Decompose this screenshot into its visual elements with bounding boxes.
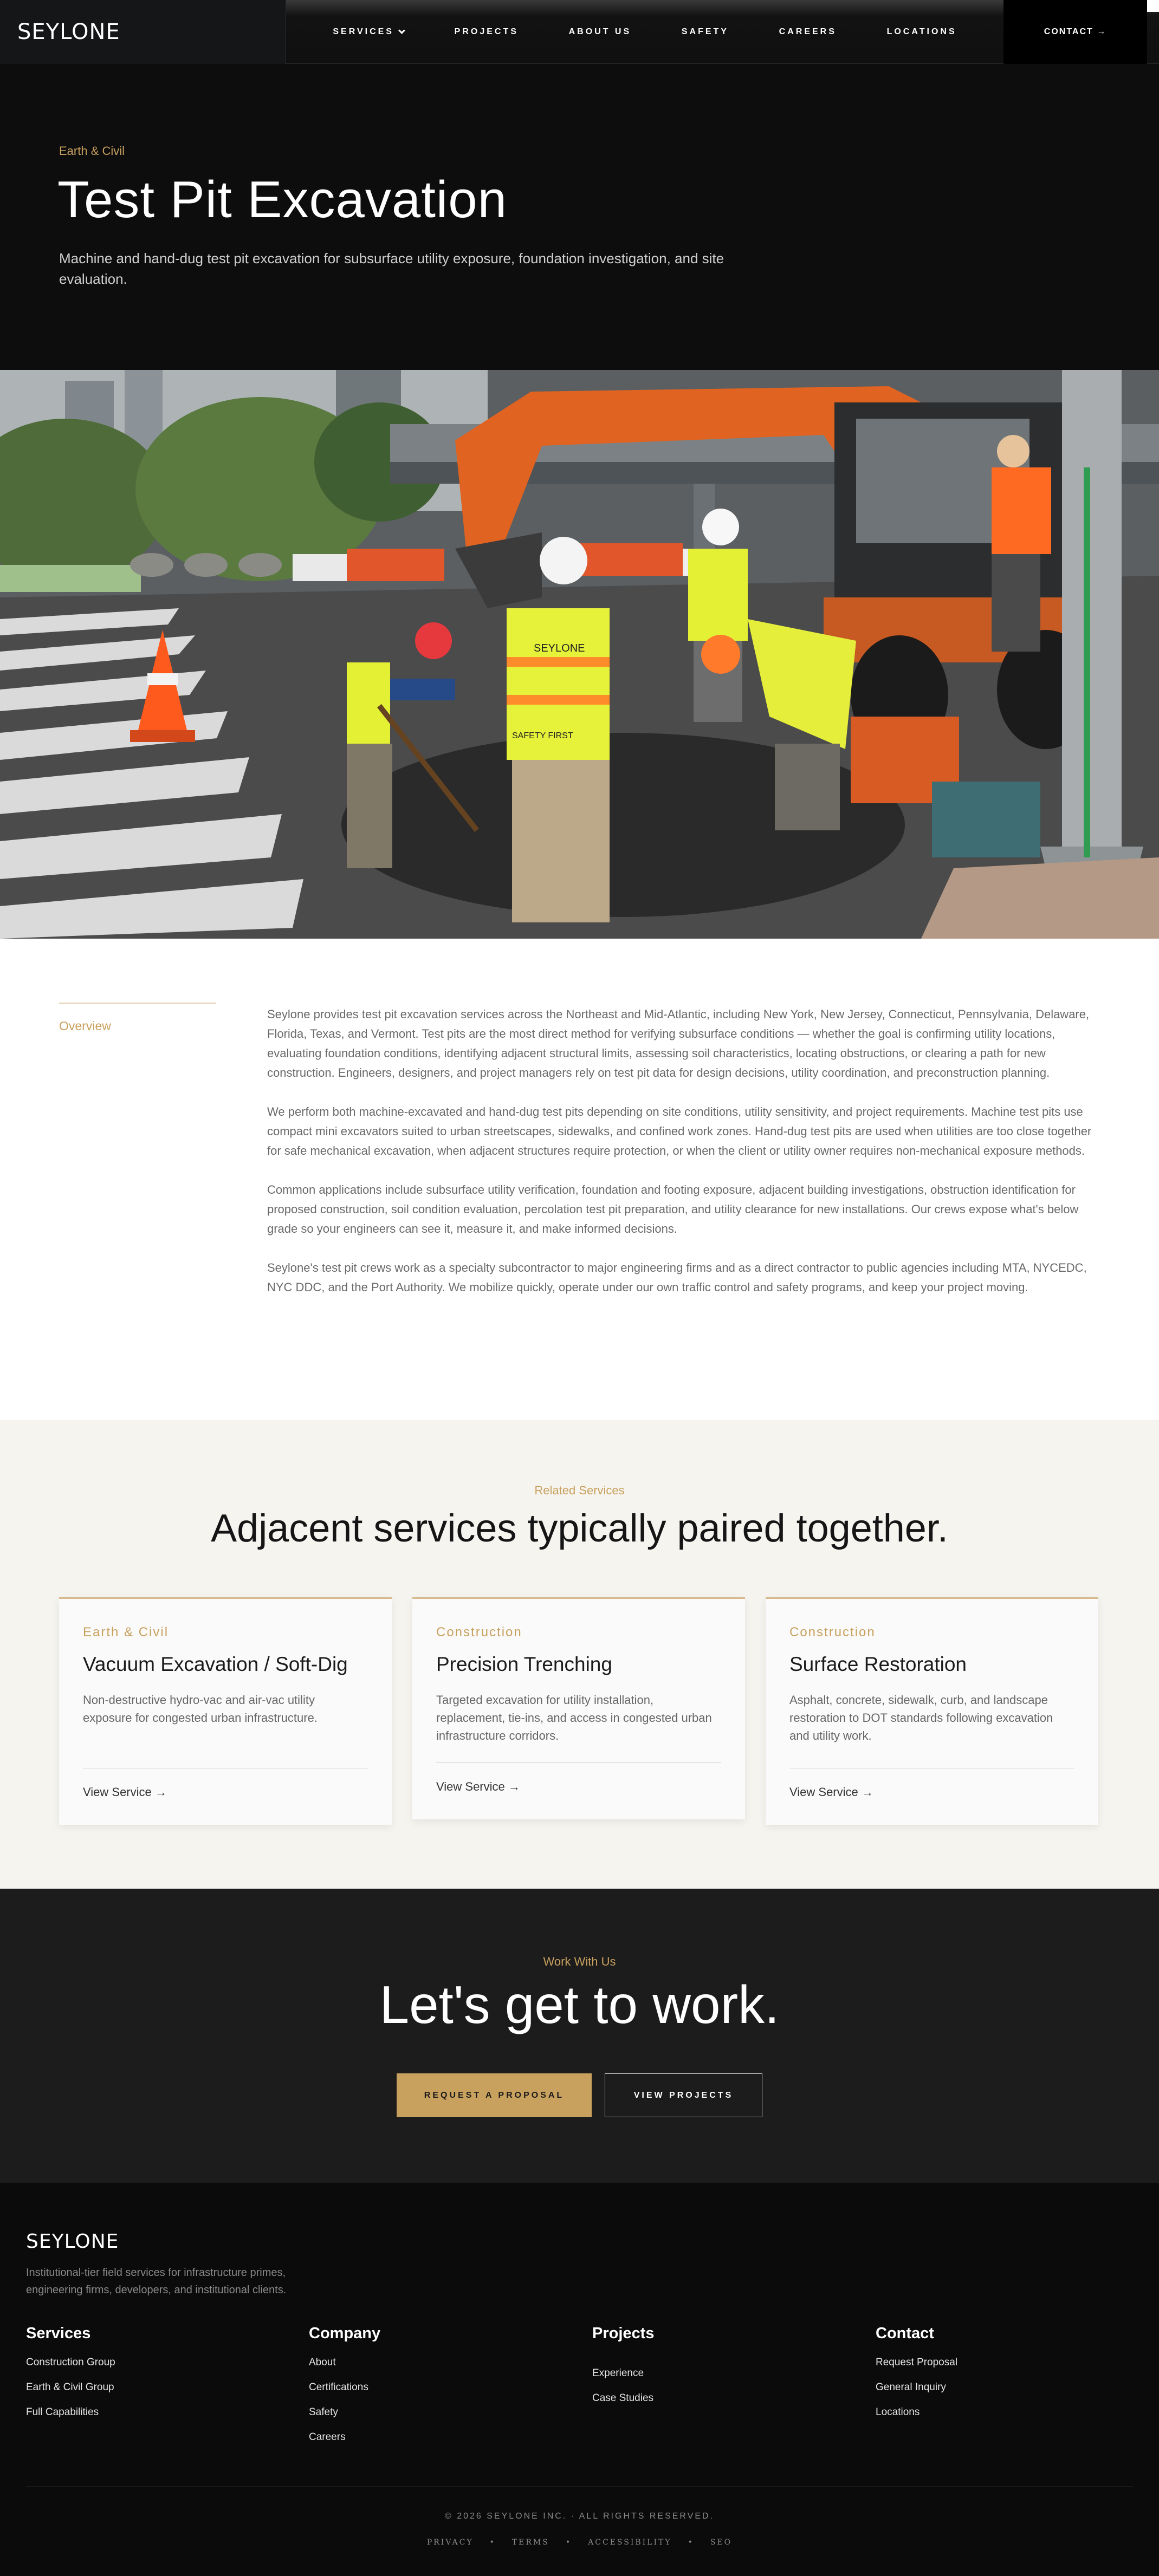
hero-subtitle: Machine and hand-dug test pit excavation for subsurface utility exposure, foundation investigation, and site evaluation. xyxy=(59,250,724,287)
legal-link-privacy[interactable]: PRIVACY xyxy=(426,2538,474,2547)
footer-column-services xyxy=(26,2325,115,2431)
footer-link-safety[interactable]: Safety xyxy=(309,2406,338,2418)
related-services-section xyxy=(0,1420,1159,1889)
footer-column-heading: Contact xyxy=(876,2325,934,2342)
card-description: Targeted excavation for utility installation, replacement, tie-ins, and access in congested urban infrastructure corridors. xyxy=(436,1693,712,1742)
contact-button[interactable]: CONTACT → xyxy=(1003,0,1147,64)
card-title: Vacuum Excavation / Soft-Dig xyxy=(83,1653,348,1675)
shirt-text: SAFETY FIRST xyxy=(512,731,573,740)
nav-item-label: SERVICES xyxy=(333,27,394,36)
footer-divider xyxy=(26,2486,1133,2487)
cta-section xyxy=(0,1889,1159,2183)
legal-link-terms[interactable]: TERMS xyxy=(511,2538,549,2547)
overview-body xyxy=(267,1005,1096,1317)
card-divider xyxy=(436,1762,721,1763)
footer-logo[interactable]: SEYLONE xyxy=(26,2230,119,2253)
request-proposal-button[interactable]: REQUEST A PROPOSAL xyxy=(397,2073,592,2117)
footer-link-about[interactable]: About xyxy=(309,2357,336,2368)
footer-link-experience[interactable]: Experience xyxy=(592,2367,644,2379)
footer-link-locations[interactable]: Locations xyxy=(876,2406,920,2418)
card-category: Construction xyxy=(436,1625,522,1640)
vest-text: SEYLONE xyxy=(534,642,585,654)
overview-paragraph: Common applications include subsurface utility verification, foundation and footing exposure, adjacent building investigations, obstruction identification for proposed construction, soil condition evaluation, percolation test pit preparation, and utility clearance for new installations. Our crews expose what's below grade so your engineers can see it, measure it, and make informed decisions. xyxy=(267,1183,1079,1235)
chevron-down-icon xyxy=(398,27,405,34)
card-description: Asphalt, concrete, sidewalk, curb, and landscape restoration to DOT standards following excavation and utility work. xyxy=(789,1693,1053,1742)
hero-photo xyxy=(0,370,1159,939)
overview-divider xyxy=(59,1003,216,1004)
footer-link-earth-civil-group[interactable]: Earth & Civil Group xyxy=(26,2382,114,2393)
legal-link-accessibility[interactable]: ACCESSIBILITY xyxy=(588,2538,672,2547)
service-card-vacuum-excavation[interactable] xyxy=(59,1597,392,1825)
brand-area xyxy=(0,0,286,64)
footer-link-certifications[interactable]: Certifications xyxy=(309,2382,368,2393)
view-projects-button[interactable]: VIEW PROJECTS xyxy=(605,2073,762,2117)
card-category: Construction xyxy=(789,1625,876,1640)
footer-link-careers[interactable]: Careers xyxy=(309,2431,346,2443)
separator: • xyxy=(489,2538,496,2547)
related-eyebrow: Related Services xyxy=(534,1484,625,1497)
card-title: Surface Restoration xyxy=(789,1653,967,1675)
card-description: Non-destructive hydro-vac and air-vac utility exposure for congested urban infrastructure. xyxy=(83,1693,318,1725)
nav-item-services[interactable] xyxy=(333,27,404,37)
page-title: Test Pit Excavation xyxy=(57,171,508,229)
nav-item-about-us[interactable]: ABOUT US xyxy=(568,27,632,36)
separator: • xyxy=(565,2538,572,2547)
footer-link-general-inquiry[interactable]: General Inquiry xyxy=(876,2382,946,2393)
related-heading: Adjacent services typically paired together. xyxy=(211,1507,948,1550)
nav-item-careers[interactable]: CAREERS xyxy=(779,27,837,36)
footer-link-request-proposal[interactable]: Request Proposal xyxy=(876,2357,958,2368)
card-category: Earth & Civil xyxy=(83,1625,169,1640)
cta-heading: Let's get to work. xyxy=(379,1975,780,2034)
separator: • xyxy=(688,2538,694,2547)
overview-label: Overview xyxy=(59,1019,111,1033)
footer-tagline: Institutional-tier field services for infrastructure primes, engineering firms, developers, and institutional clients. xyxy=(26,2267,287,2296)
footer-column-heading: Services xyxy=(26,2325,91,2342)
hero-section xyxy=(0,64,1159,370)
legal-links xyxy=(0,2538,1159,2547)
footer xyxy=(0,2183,1159,2576)
view-service-link[interactable]: View Service → xyxy=(83,1785,167,1799)
overview-paragraph: Seylone provides test pit excavation services across the Northeast and Mid-Atlantic, including New York, New Jersey, Connecticut, Pennsylvania, Delaware, Florida, Texas, and Vermont. Test pits are the most direct method for verifying subsurface conditions — whether the goal is confirming utility locations, evaluating foundation conditions, identifying adjacent structural limits, assessing soil characteristics, locating obstructions, or clearing a path for new construction. Engineers, designers, and project managers rely on test pit data for design decisions, utility coordination, and preconstruction planning. xyxy=(267,1007,1090,1079)
footer-link-full-capabilities[interactable]: Full Capabilities xyxy=(26,2406,99,2418)
cta-eyebrow: Work With Us xyxy=(543,1955,616,1968)
footer-column-heading: Projects xyxy=(592,2325,655,2342)
footer-column-company xyxy=(309,2325,380,2456)
footer-column-contact xyxy=(876,2325,957,2431)
footer-link-case-studies[interactable]: Case Studies xyxy=(592,2392,654,2404)
overview-section xyxy=(0,939,1159,1420)
top-navigation xyxy=(0,0,1159,64)
view-service-link[interactable]: View Service → xyxy=(789,1785,873,1799)
view-service-link[interactable]: View Service → xyxy=(436,1780,520,1793)
brand-logo[interactable]: SEYLONE xyxy=(17,19,120,44)
hero-eyebrow: Earth & Civil xyxy=(59,144,125,158)
legal-link-seo[interactable]: SEO xyxy=(710,2538,733,2547)
footer-link-construction-group[interactable]: Construction Group xyxy=(26,2357,115,2368)
footer-column-projects xyxy=(592,2325,654,2417)
footer-column-heading: Company xyxy=(309,2325,381,2342)
excavation-crew-image xyxy=(0,370,1159,939)
service-card-surface-restoration[interactable] xyxy=(766,1597,1098,1825)
nav-item-safety[interactable]: SAFETY xyxy=(681,27,729,36)
scroll-marker xyxy=(1147,0,1159,12)
card-title: Precision Trenching xyxy=(436,1653,612,1675)
nav-item-projects[interactable]: PROJECTS xyxy=(454,27,519,36)
nav-item-locations[interactable]: LOCATIONS xyxy=(886,27,957,36)
overview-paragraph: Seylone's test pit crews work as a specialty subcontractor to major engineering firms and as a direct contractor to public agencies including MTA, NYCEDC, NYC DDC, and the Port Authority. We mobilize quickly, operate under our own traffic control and safety programs, and keep your project moving. xyxy=(267,1261,1087,1294)
copyright: © 2026 SEYLONE INC. · ALL RIGHTS RESERVED. xyxy=(444,2512,715,2521)
service-card-precision-trenching[interactable] xyxy=(412,1597,745,1819)
overview-paragraph: We perform both machine-excavated and hand-dug test pits depending on site conditions, utility sensitivity, and project requirements. Machine test pits use compact mini excavators suited to urban streetscapes, sidewalks, and confined work zones. Hand-dug test pits are used when utilities are too close together for safe mechanical excavation, when adjacent structures require protection, or when the client or utility owner requires non-mechanical exposure methods. xyxy=(267,1105,1092,1157)
nav-links xyxy=(286,0,1003,64)
